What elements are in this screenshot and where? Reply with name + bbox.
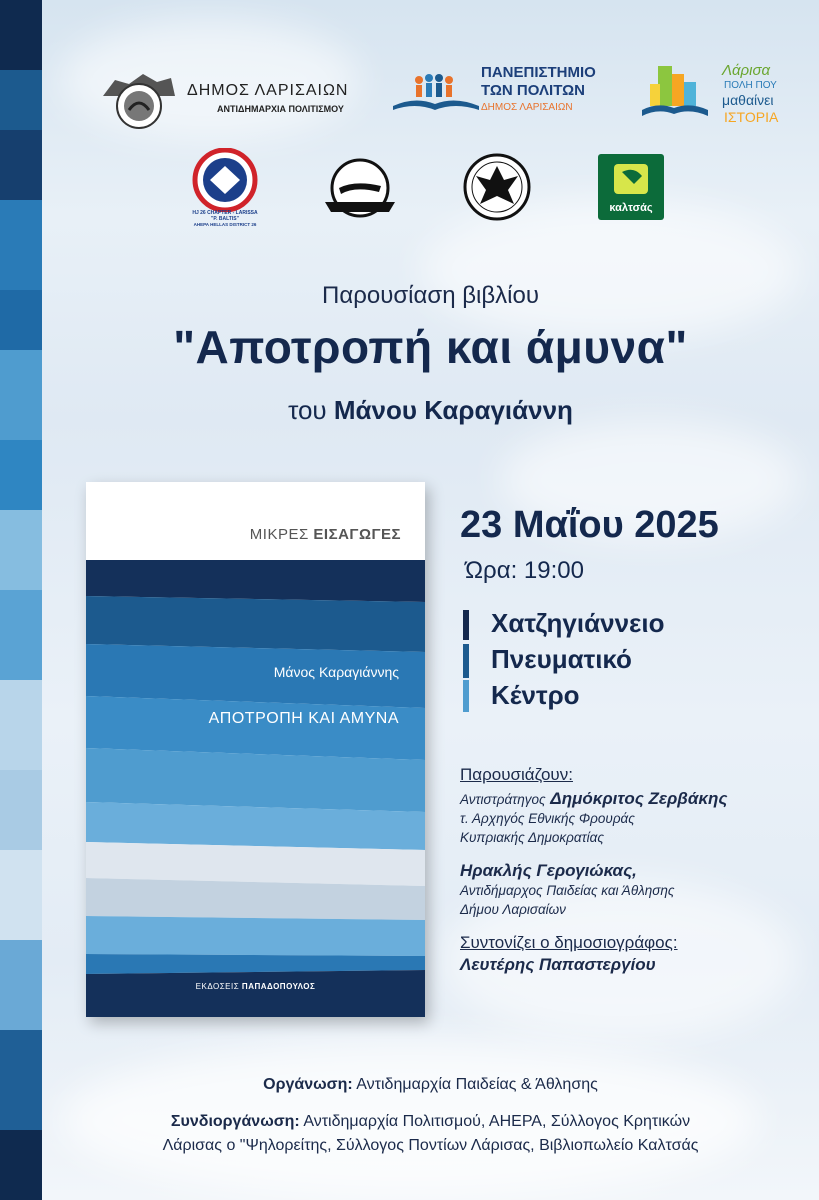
venue-line-3: Κέντρο [491,680,580,710]
dimos-larisaion-logo [95,66,360,136]
book-page-icon [598,154,664,200]
presenter-2-name: Ηρακλής Γερογιώκας [460,861,633,880]
dimos-sub: ΑΝΤΙΔΗΜΑΡΧΙΑ ΠΟΛΙΤΙΣΜΟΥ [217,104,344,114]
buildings-book-icon [640,62,710,124]
byline-prefix: του [288,395,327,425]
coordinator-name: Λευτέρης Παπαστεργίου [460,955,656,974]
presenter-2-role-1: Αντιδήμαρχος Παιδείας και Άθλησης [460,883,675,898]
city-emblem-icon [95,66,179,132]
book-publisher-bold: ΠΑΠΑΔΟΠΟΥΛΟΣ [241,982,316,991]
larisa-line2: ΠΟΛΗ ΠΟΥ [724,80,777,91]
book-series-prefix: ΜΙΚΡΕΣ [249,526,309,543]
larisa-line3: μαθαίνει [722,92,774,108]
larisa-line4: ΙΣΤΟΡΙΑ [724,109,779,125]
co-organization [42,1110,819,1158]
co-label: Συνδιοργάνωση: [170,1113,300,1130]
larisa-history-logo [640,62,790,142]
pontian-association-logo [462,152,532,222]
book-cover [86,482,425,1017]
univ-line3: ΔΗΜΟΣ ΛΑΡΙΣΑΙΩΝ [481,102,573,113]
ahepa-line2: "P. BALTIS" [211,216,239,222]
presenter-1-name: Δημόκριτος Ζερβάκης [550,789,728,808]
co-text-1: Αντιδημαρχία Πολιτισμού, ΑΗΕΡΑ, Σύλλογος Κρητικών [303,1113,691,1130]
cretan-association-logo [315,156,405,222]
presenter-1-role-1: τ. Αρχηγός Εθνικής Φρουράς [460,811,635,826]
book-publisher-prefix: ΕΚΔΟΣΕΙΣ [195,982,240,991]
university-logo [391,60,611,140]
presenter-2: Ηρακλής Γερογιώκας, [460,861,637,880]
larisa-line1: Λάρισα [722,62,771,79]
org-text: Αντιδημαρχία Παιδείας & Άθλησης [356,1076,598,1093]
book-series-bold: ΕΙΣΑΓΩΓΕΣ [313,526,401,543]
book-title-heading: "Αποτροπή και άμυνα" [173,321,688,373]
presenter-1 [460,789,790,809]
cover-bands [86,560,425,1017]
org-label: Οργάνωση: [263,1076,353,1093]
co-text-2: Λάρισας ο "Ψηλορείτης, Σύλλογος Ποντίων Λάρισας, Βιβλιοπωλείο Καλτσάς [162,1137,699,1154]
intro-heading: Παρουσίαση βιβλίου [322,282,539,309]
event-date: 23 Μαΐου 2025 [460,504,719,546]
univ-line2: ΤΩΝ ΠΟΛΙΤΩΝ [481,82,585,99]
byline [42,395,819,426]
book-author: Μάνος Καραγιάννης [273,664,399,680]
venue-line-2: Πνευματικό [491,644,632,674]
dimos-name: ΔΗΜΟΣ ΛΑΡΙΣΑΙΩΝ [187,82,349,99]
kaltsas-logo [598,154,664,220]
ahepa-logo [180,148,270,228]
univ-line1: ΠΑΝΕΠΙΣΤΗΜΙΟ [481,64,596,81]
ahepa-line1: HJ 26 CHAPTER - LARISSA [192,210,258,216]
event-time: Ώρα: 19:00 [465,557,584,584]
people-book-icon [391,70,481,120]
kaltsas-text: καλτσάς [609,202,653,214]
book-series [250,526,401,543]
presenters-block [460,765,790,975]
book-title: ΑΠΟΤΡΟΠΗ ΚΑΙ ΑΜΥΝΑ [208,710,399,727]
coordinator-header: Συντονίζει ο δημοσιογράφος: [460,933,678,952]
presenters-header: Παρουσιάζουν: [460,765,573,784]
venue-line-1: Χατζηγιάννειο [491,608,665,638]
logo-row-top [95,60,795,140]
presenter-2-role-2: Δήμου Λαρισαίων [460,902,566,917]
presenter-1-role-2: Κυπριακής Δημοκρατίας [460,830,604,845]
ahepa-emblem-icon [190,148,260,212]
logo-row-bottom [180,148,680,228]
byline-author: Μάνου Καραγιάννη [333,395,573,425]
ahepa-line3: AHEPA HELLAS DISTRICT 26 [193,222,257,227]
book-publisher [86,982,425,991]
organization-line [42,1076,819,1094]
left-color-stripe [0,0,42,1200]
presenter-1-rank: Αντιστράτηγος [460,792,546,807]
